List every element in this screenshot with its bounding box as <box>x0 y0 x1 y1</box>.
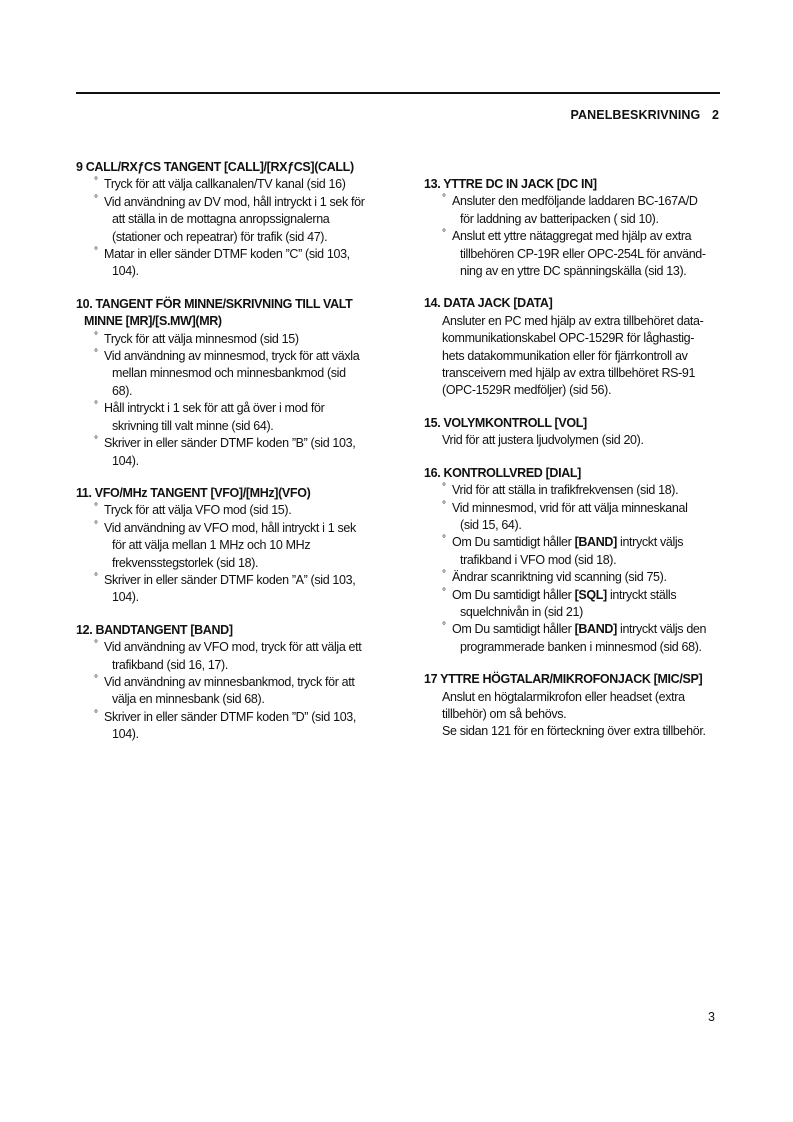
bullet-item <box>424 500 724 535</box>
bullet-line <box>452 517 724 534</box>
right-column <box>424 176 724 756</box>
bullet-line-text: Vid användning av minnesbankmod, tryck för att <box>104 674 355 689</box>
section-title <box>76 296 386 331</box>
bullet-line <box>104 400 386 417</box>
bullet-line-text: Om Du samtidigt håller [BAND] intryckt väljs den <box>452 622 707 637</box>
bullet-line <box>452 604 724 621</box>
bullet-marker: ° <box>94 708 98 720</box>
bullet-line <box>104 263 386 280</box>
bullet-line <box>104 589 386 606</box>
bullet-marker: ° <box>94 348 98 360</box>
bullet-line-text: (stationer och repeatrar) för trafik (sid 47). <box>112 229 328 244</box>
bullet-line <box>104 435 386 452</box>
bullet-line-text: trafikband (sid 16, 17). <box>112 657 228 672</box>
bullet-line <box>104 194 386 211</box>
bullet-item <box>424 482 724 499</box>
section-title <box>76 159 386 176</box>
bullet-item <box>76 502 386 519</box>
bullet-list <box>76 639 386 743</box>
bullet-line-text: för laddning av batteripacken ( sid 10). <box>460 211 659 226</box>
bullet-line <box>452 587 724 604</box>
bullet-line-text: 104). <box>112 590 139 605</box>
bullet-line-text: att ställa in de mottagna anropssignalerna <box>112 212 330 227</box>
bullet-marker: ° <box>442 621 446 633</box>
paragraph-line: Anslut en högtalarmikrofon eller headset (extra <box>442 689 685 704</box>
section <box>76 485 386 607</box>
bullet-item <box>76 435 386 470</box>
bullet-line-text: Matar in eller sänder DTMF koden ”C” (sid 103, <box>104 247 350 262</box>
bullet-item <box>76 572 386 607</box>
chapter-number: 2 <box>711 108 719 122</box>
top-rule <box>76 92 720 94</box>
section-title-line: MINNE [MR]/[S.MW](MR) <box>84 314 222 329</box>
bullet-line <box>104 537 386 554</box>
bullet-line <box>104 572 386 589</box>
bullet-line-text: Om Du samtidigt håller [SQL] intryckt ställs <box>452 587 677 602</box>
section-title-line: 12. BANDTANGENT [BAND] <box>76 622 233 637</box>
section-title: 16. KONTROLLVRED [DIAL] <box>424 465 581 480</box>
chapter-title: PANELBESKRIVNING <box>570 108 701 122</box>
bullet-item <box>424 587 724 622</box>
bullet-line <box>452 552 724 569</box>
bullet-list <box>424 193 724 280</box>
bullet-line-text: Tryck för att välja callkanalen/TV kanal (sid 16) <box>104 177 346 192</box>
bold-key-label: [SQL] <box>574 587 607 602</box>
bullet-line-text: (sid 15, 64). <box>460 517 522 532</box>
bullet-line <box>104 418 386 435</box>
page-number: 3 <box>708 1010 715 1024</box>
bullet-item <box>424 534 724 569</box>
bullet-marker: ° <box>442 534 446 546</box>
bullet-line <box>452 263 724 280</box>
bullet-marker: ° <box>442 586 446 598</box>
bullet-marker: ° <box>94 176 98 188</box>
paragraph-line: Ansluter en PC med hjälp av extra tillbehöret data- <box>442 313 704 328</box>
bullet-line-text: programmerade banken i minnesmod (sid 68). <box>460 639 702 654</box>
bullet-line-text: Ändrar scanriktning vid scanning (sid 75). <box>452 570 667 585</box>
bullet-line-text: squelchnivån in (sid 21) <box>460 604 583 619</box>
bullet-line-text: Vid användning av minnesmod, tryck för att växla <box>104 349 360 364</box>
section-title <box>76 622 386 639</box>
bullet-list <box>76 176 386 280</box>
bullet-line <box>452 639 724 656</box>
bullet-line-text: för att välja mellan 1 MHz och 10 MHz <box>112 538 311 553</box>
bullet-line <box>104 246 386 263</box>
bullet-list <box>76 331 386 470</box>
bullet-line-text: Vrid för att ställa in trafikfrekvensen (sid 18). <box>452 483 679 498</box>
section-title: 17 YTTRE HÖGTALAR/MIKROFONJACK [MIC/SP] <box>424 672 703 687</box>
bullet-line-text: Vid minnesmod, vrid för att välja minneskanal <box>452 500 688 515</box>
section <box>76 159 386 281</box>
bold-key-label: [BAND] <box>574 622 617 637</box>
bullet-line-text: Anslut ett yttre nätaggregat med hjälp av extra <box>452 229 692 244</box>
bullet-line <box>104 453 386 470</box>
bullet-line <box>104 555 386 572</box>
bullet-item <box>76 331 386 348</box>
bullet-line-text: mellan minnesmod och minnesbankmod (sid <box>112 366 346 381</box>
bullet-item <box>424 621 724 656</box>
bullet-line <box>452 228 724 245</box>
bullet-marker: ° <box>94 435 98 447</box>
paragraph-line: (OPC-1529R medföljer) (sid 56). <box>442 383 612 398</box>
bullet-line <box>104 520 386 537</box>
section <box>76 622 386 744</box>
section-title-line: 9 CALL/RXƒCS TANGENT [CALL]/[RXƒCS](CALL) <box>76 160 354 174</box>
paragraph-line: kommunikationskabel OPC-1529R för låghastig- <box>442 331 695 346</box>
bullet-line <box>104 211 386 228</box>
section <box>424 671 724 741</box>
bullet-line <box>452 211 724 228</box>
left-column <box>76 159 386 759</box>
bullet-line <box>452 500 724 517</box>
bullet-line-text: ning av en yttre DC spänningskälla (sid 13). <box>460 264 687 279</box>
bullet-item <box>76 709 386 744</box>
bullet-marker: ° <box>94 193 98 205</box>
bullet-marker: ° <box>94 571 98 583</box>
section-title-line: 11. VFO/MHz TANGENT [VFO]/[MHz](VFO) <box>76 485 311 500</box>
bullet-item <box>424 228 724 280</box>
bullet-line <box>104 331 386 348</box>
bullet-line <box>104 639 386 656</box>
paragraph-line: hets datakommunikation eller för fjärrkontroll av <box>442 348 688 363</box>
bullet-line-text: trafikband i VFO mod (sid 18). <box>460 552 617 567</box>
section <box>424 176 724 280</box>
bullet-line <box>104 348 386 365</box>
bullet-marker: ° <box>442 228 446 240</box>
bullet-line-text: Vid användning av VFO mod, håll intryckt i 1 sek <box>104 520 356 535</box>
section <box>424 465 724 656</box>
bullet-line <box>104 691 386 708</box>
bullet-marker: ° <box>94 330 98 342</box>
bullet-line <box>104 709 386 726</box>
bullet-marker: ° <box>94 400 98 412</box>
bullet-item <box>76 520 386 572</box>
bullet-marker: ° <box>442 569 446 581</box>
bullet-line-text: 104). <box>112 727 139 742</box>
bullet-list <box>76 502 386 606</box>
section-title: 14. DATA JACK [DATA] <box>424 296 553 311</box>
bullet-line <box>452 569 724 586</box>
bullet-line-text: Skriver in eller sänder DTMF koden ”D” (sid 103, <box>104 709 357 724</box>
bullet-item <box>76 348 386 400</box>
running-header <box>571 108 720 122</box>
bullet-line <box>104 176 386 193</box>
bullet-item <box>424 569 724 586</box>
bullet-line-text: 104). <box>112 453 139 468</box>
bullet-line-text: Håll intryckt i 1 sek för att gå över i mod för <box>104 401 325 416</box>
bullet-line <box>104 229 386 246</box>
bold-key-label: [BAND] <box>574 535 617 550</box>
bullet-line-text: Skriver in eller sänder DTMF koden ”A” (sid 103, <box>104 572 356 587</box>
bullet-line-text: Vid användning av DV mod, håll intryckt i 1 sek för <box>104 194 365 209</box>
section <box>424 295 724 399</box>
bullet-line-text: 68). <box>112 383 133 398</box>
bullet-marker: ° <box>442 482 446 494</box>
bullet-line-text: Tryck för att välja VFO mod (sid 15). <box>104 503 292 518</box>
bullet-line <box>452 621 724 638</box>
paragraph-line: Vrid för att justera ljudvolymen (sid 20). <box>442 433 644 448</box>
bullet-line-text: välja en minnesbank (sid 68). <box>112 692 265 707</box>
bullet-marker: ° <box>94 639 98 651</box>
bullet-line-text: Skriver in eller sänder DTMF koden ”B” (sid 103, <box>104 436 356 451</box>
section-title-line: 10. TANGENT FÖR MINNE/SKRIVNING TILL VALT <box>76 296 353 311</box>
bullet-item <box>424 193 724 228</box>
section <box>424 415 724 450</box>
bullet-marker: ° <box>94 246 98 258</box>
bullet-line <box>104 726 386 743</box>
bullet-line-text: Ansluter den medföljande laddaren BC-167A/D <box>452 194 698 209</box>
bullet-line <box>104 657 386 674</box>
bullet-line-text: frekvensstegstorlek (sid 18). <box>112 555 259 570</box>
bullet-line <box>452 534 724 551</box>
section-title <box>76 485 386 502</box>
paragraph-line: transceivern med hjälp av extra tillbehöret RS-91 <box>442 366 696 381</box>
bullet-item <box>76 639 386 674</box>
bullet-line-text: Tryck för att välja minnesmod (sid 15) <box>104 331 299 346</box>
bullet-line-text: Vid användning av VFO mod, tryck för att välja ett <box>104 640 362 655</box>
bullet-line <box>452 193 724 210</box>
bullet-line-text: tillbehören CP-19R eller OPC-254L för använd- <box>460 246 706 261</box>
bullet-marker: ° <box>442 193 446 205</box>
section-title: 13. YTTRE DC IN JACK [DC IN] <box>424 177 597 191</box>
bullet-marker: ° <box>94 502 98 514</box>
paragraph-line: tillbehör) om så behövs. <box>442 706 567 721</box>
bullet-marker: ° <box>442 499 446 511</box>
bullet-line <box>104 674 386 691</box>
bullet-line-text: Om Du samtidigt håller [BAND] intryckt väljs <box>452 535 684 550</box>
bullet-line <box>104 383 386 400</box>
bullet-item <box>76 176 386 193</box>
bullet-item <box>76 194 386 246</box>
bullet-line <box>104 365 386 382</box>
bullet-item <box>76 400 386 435</box>
section-title: 15. VOLYMKONTROLL [VOL] <box>424 415 587 430</box>
bullet-list <box>424 482 724 656</box>
bullet-item <box>76 246 386 281</box>
bullet-item <box>76 674 386 709</box>
bullet-marker: ° <box>94 673 98 685</box>
paragraph-line: Se sidan 121 för en förteckning över extra tillbehör. <box>442 724 706 739</box>
bullet-line <box>452 246 724 263</box>
bullet-marker: ° <box>94 519 98 531</box>
bullet-line <box>104 502 386 519</box>
bullet-line-text: 104). <box>112 264 139 279</box>
section <box>76 296 386 470</box>
bullet-line <box>452 482 724 499</box>
bullet-line-text: skrivning till valt minne (sid 64). <box>112 418 274 433</box>
